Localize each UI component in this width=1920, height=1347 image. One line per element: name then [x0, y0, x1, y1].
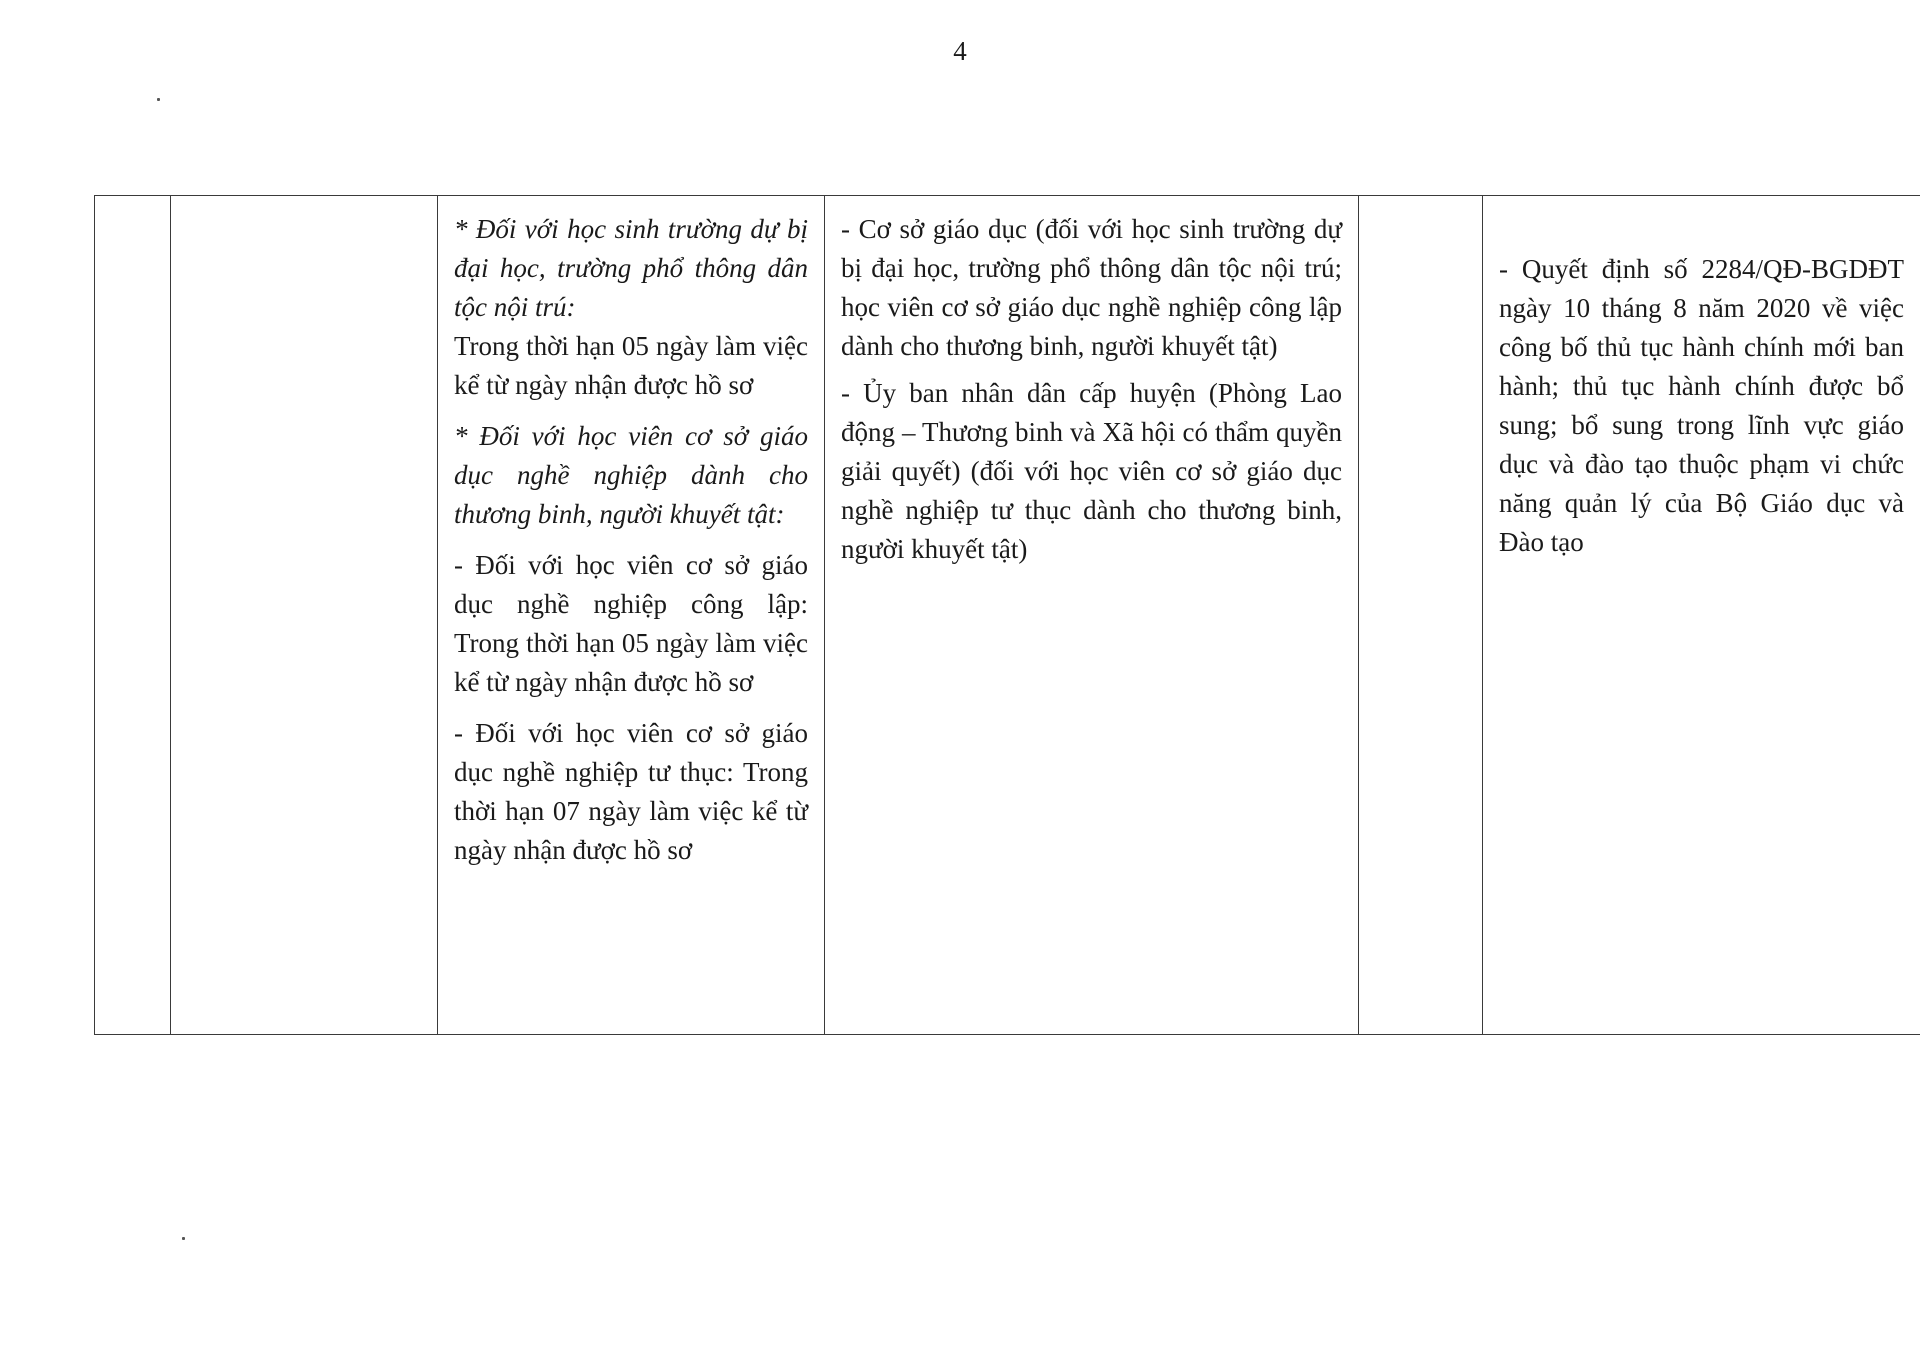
deadline-heading-trainees: * Đối với học viên cơ sở giáo dục nghề nghiệp dành cho thương binh, người khuyết tật: — [454, 421, 808, 529]
empty-cell — [1359, 196, 1483, 1035]
agency-district-committee: - Ủy ban nhân dân cấp huyện (Phòng Lao động – Thương binh và Xã hội có thẩm quyền giải quyết) (đối với học viên cơ sở giáo dục nghề nghiệp tư thục dành cho thương binh, người khuyết tật) — [841, 378, 1342, 564]
deadline-text-public: - Đối với học viên cơ sở giáo dục nghề nghiệp công lập: Trong thời hạn 05 ngày làm việc kể từ ngày nhận được hồ sơ — [454, 550, 808, 697]
procedure-name-cell — [171, 196, 438, 1035]
agency-cell — [825, 196, 1359, 1035]
deadline-heading-students: * Đối với học sinh trường dự bị đại học, trường phổ thông dân tộc nội trú: — [454, 214, 808, 322]
procedure-table — [94, 195, 1920, 1035]
scan-speck — [182, 1237, 185, 1240]
agency-education-facility: - Cơ sở giáo dục (đối với học sinh trường dự bị đại học, trường phổ thông dân tộc nội trú; học viên cơ sở giáo dục nghề nghiệp công lập dành cho thương binh, người khuyết tật) — [841, 214, 1342, 361]
deadline-cell — [438, 196, 825, 1035]
deadline-text-students: Trong thời hạn 05 ngày làm việc kể từ ngày nhận được hồ sơ — [454, 331, 808, 400]
index-cell — [95, 196, 171, 1035]
table-row — [95, 196, 1920, 1035]
scan-speck — [157, 98, 160, 101]
legal-basis-cell — [1483, 196, 1920, 1035]
deadline-text-private: - Đối với học viên cơ sở giáo dục nghề nghiệp tư thục: Trong thời hạn 07 ngày làm việc kể từ ngày nhận được hồ sơ — [454, 718, 808, 865]
page-number: 4 — [953, 36, 967, 66]
legal-basis-text: - Quyết định số 2284/QĐ-BGDĐT ngày 10 tháng 8 năm 2020 về việc công bố thủ tục hành chính mới ban hành; thủ tục hành chính được bổ sung; bổ sung trong lĩnh vực giáo dục và đào tạo thuộc phạm vi chức năng quản lý của Bộ Giáo dục và Đào tạo — [1499, 254, 1904, 557]
